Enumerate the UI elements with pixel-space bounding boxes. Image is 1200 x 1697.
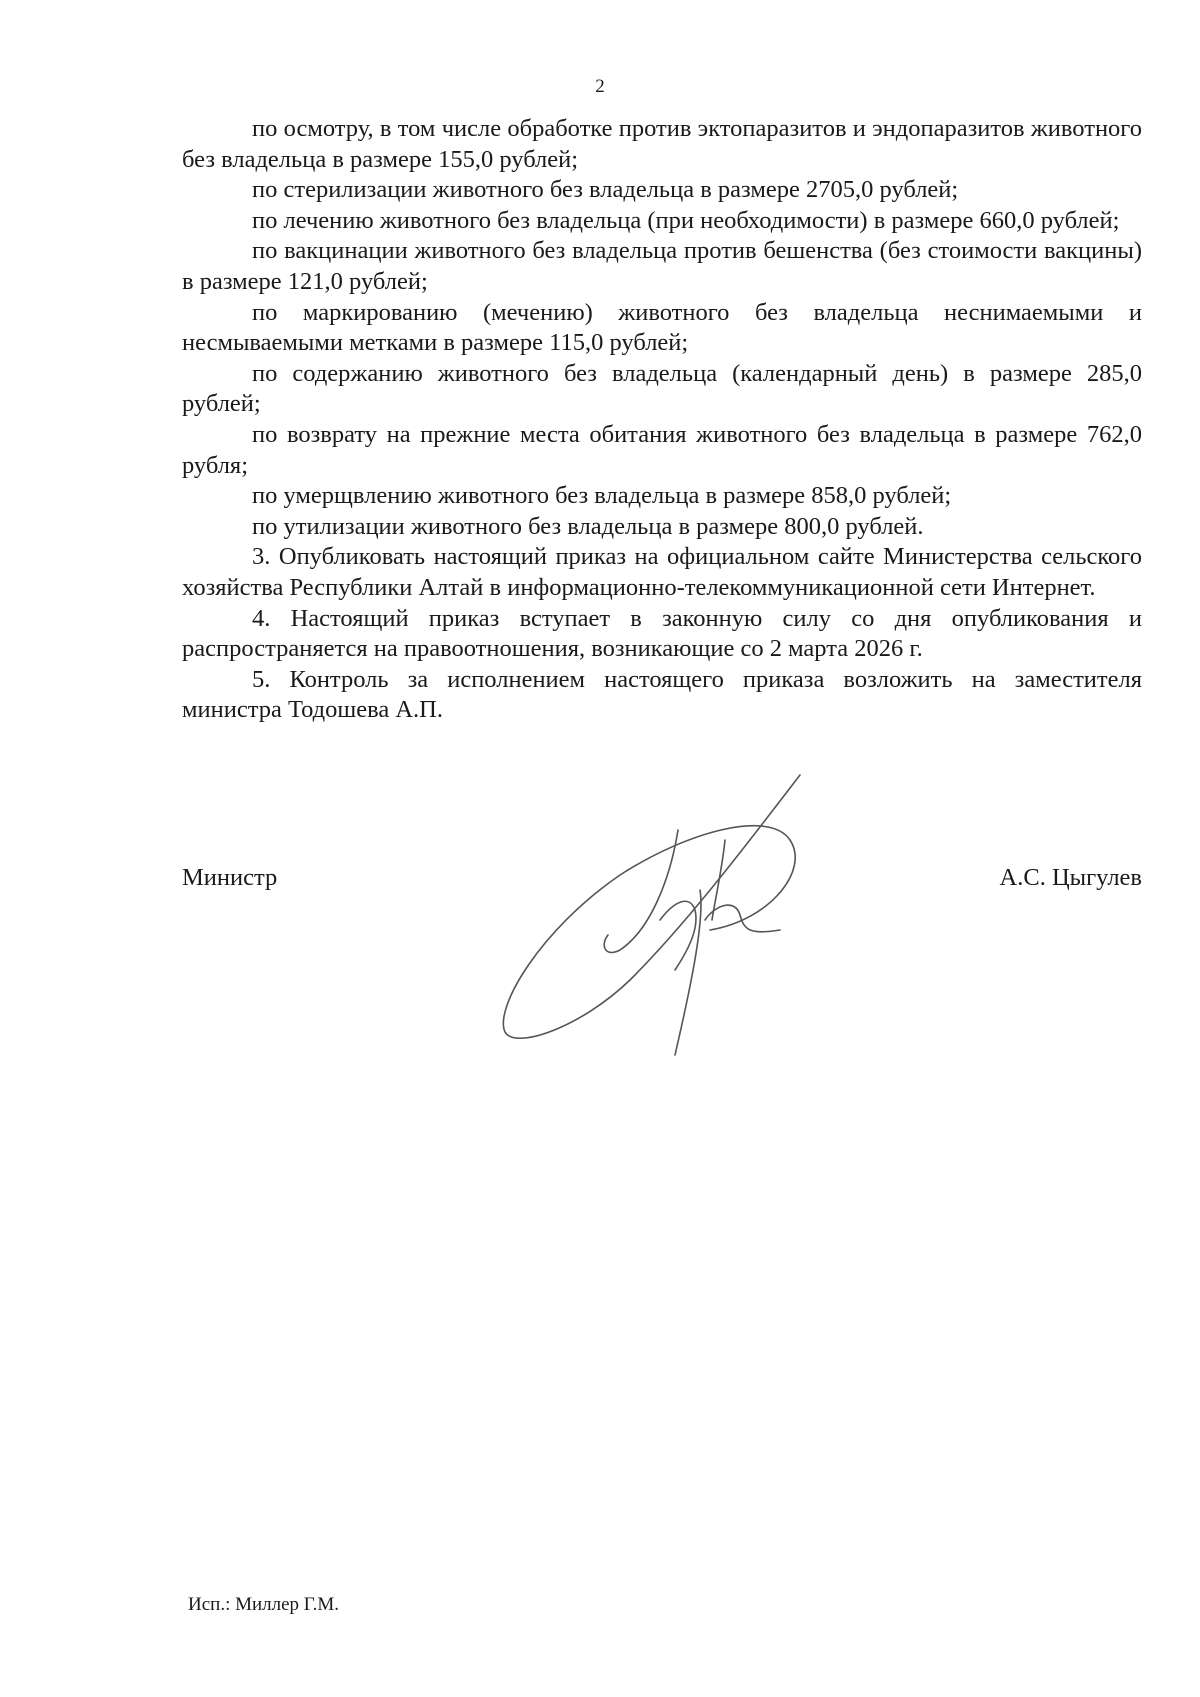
signatory-position: Министр <box>182 864 278 891</box>
paragraph-sterilization: по стерилизации животного без владельца в размере 2705,0 рублей; <box>252 176 959 204</box>
paragraph-keeping: по содержанию животного без владельца (календарный день) в размере 285,0 рублей; <box>182 359 1142 418</box>
paragraph-item-3-publish: 3. Опубликовать настоящий приказ на официальном сайте Министерства сельского хозяйства Республики Алтай в информационно-телекоммуникационной сети Интернет. <box>182 543 1142 601</box>
paragraph-return: по возврату на прежние места обитания животного без владельца в размере 762,0 рубля; <box>182 420 1142 479</box>
paragraph-item-4-effect: 4. Настоящий приказ вступает в законную силу со дня опубликования и распространяется на правоотношения, возникающие со 2 марта 2026 г. <box>182 604 1142 663</box>
paragraph-inspection: по осмотру, в том числе обработке против эктопаразитов и эндопаразитов животного без владельца в размере 155,0 рублей; <box>182 115 1142 173</box>
document-body <box>182 114 1142 726</box>
paragraph-treatment: по лечению животного без владельца (при необходимости) в размере 660,0 рублей; <box>252 206 1120 234</box>
signatory-name: А.С. Цыгулев <box>999 864 1142 891</box>
paragraph-euthanasia: по умерщвлению животного без владельца в размере 858,0 рублей; <box>252 482 952 510</box>
paragraph-marking: по маркированию (мечению) животного без владельца неснимаемыми и несмываемыми метками в размере 115,0 рублей; <box>182 298 1142 357</box>
paragraph-item-5-control: 5. Контроль за исполнением настоящего приказа возложить на заместителя министра Тодошева А.П. <box>182 665 1142 724</box>
handwritten-signature <box>500 770 860 1060</box>
paragraph-disposal: по утилизации животного без владельца в размере 800,0 рублей. <box>252 512 924 540</box>
page-number: 2 <box>595 76 605 97</box>
executor-note: Исп.: Миллер Г.М. <box>188 1594 340 1615</box>
paragraph-vaccination: по вакцинации животного без владельца против бешенства (без стоимости вакцины) в размере 121,0 рублей; <box>182 237 1142 295</box>
